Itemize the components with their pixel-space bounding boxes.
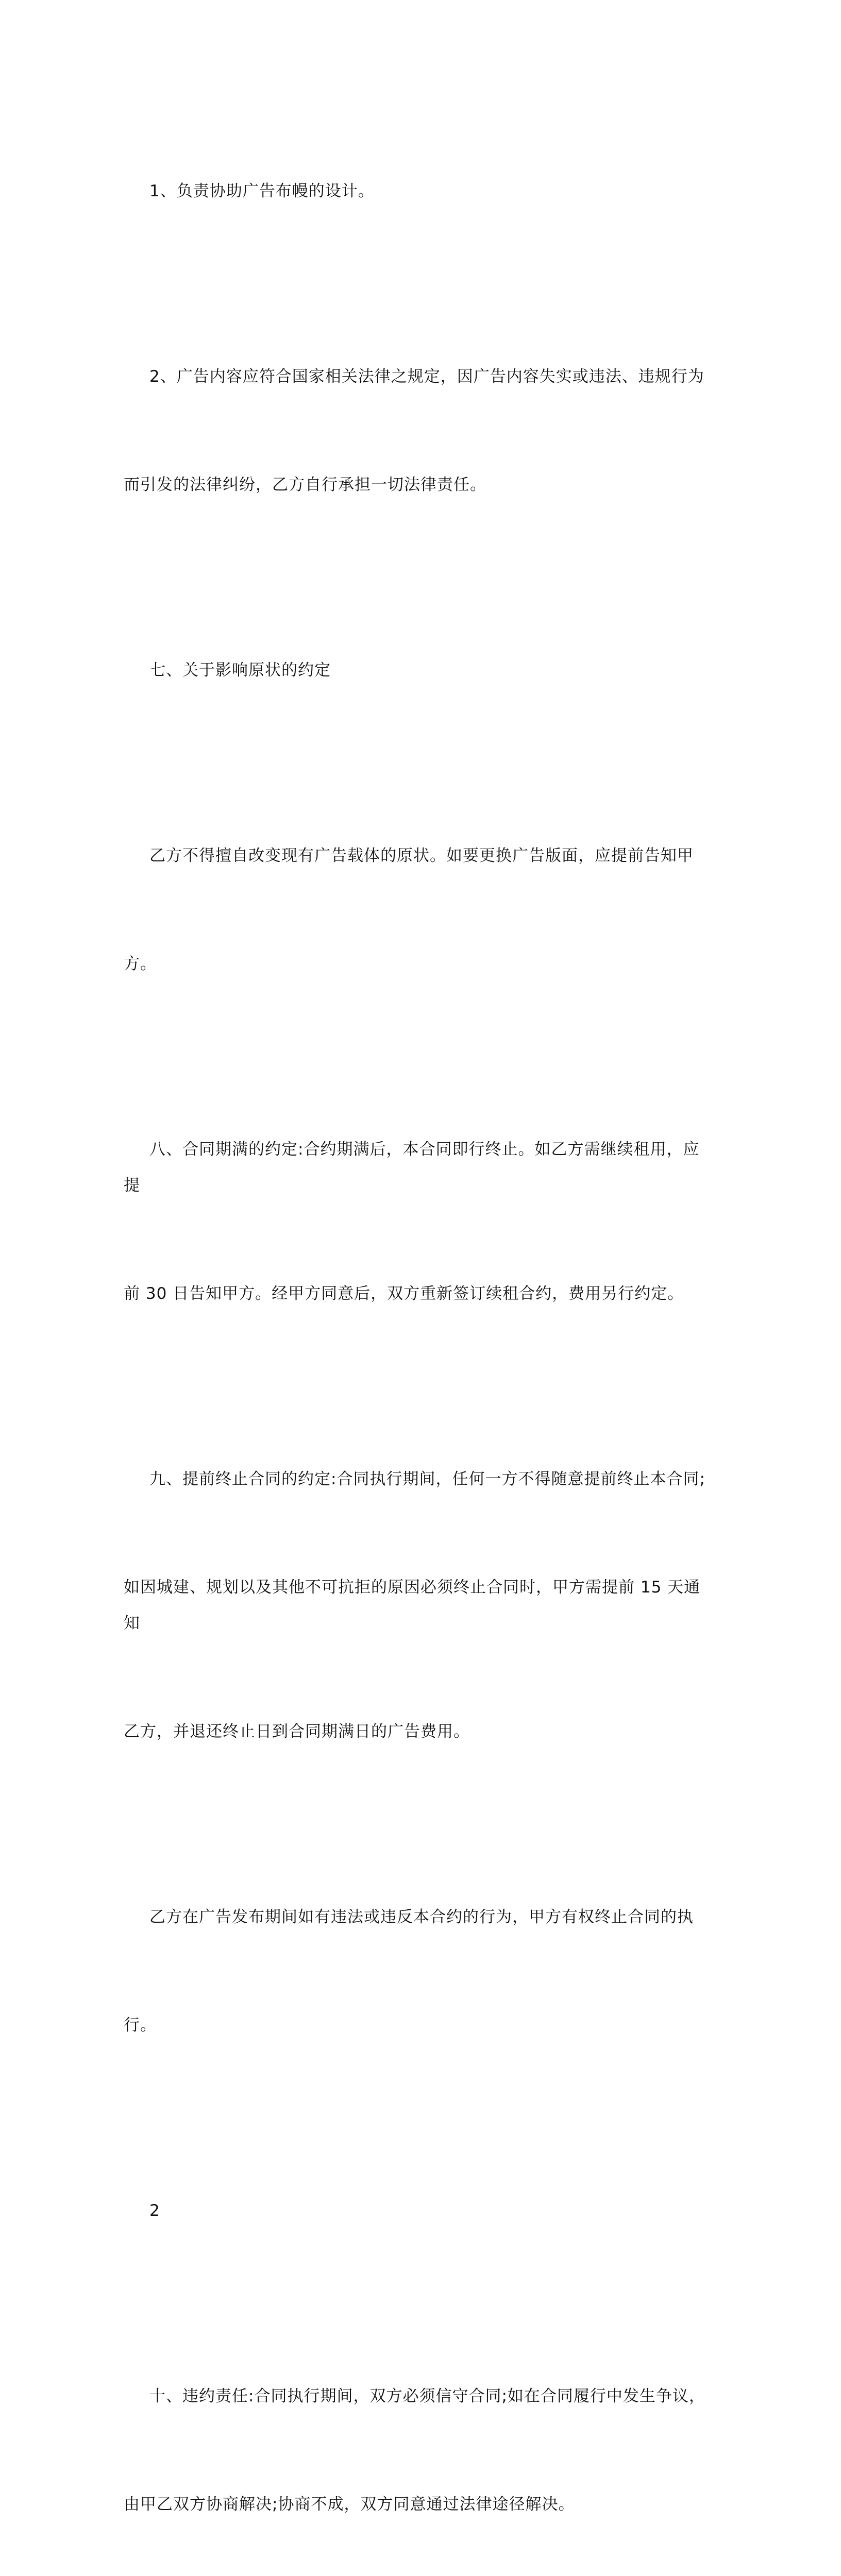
paragraph-violation-termination bbox=[124, 1827, 711, 2115]
paragraph-line: 前 30 日告知甲方。经甲方同意后，双方重新签订续租合约，费用另行约定。 bbox=[124, 1284, 684, 1303]
document-body bbox=[124, 101, 711, 2576]
paragraph-early-termination bbox=[124, 1389, 711, 1822]
paragraph-line: 十、违约责任:合同执行期间，双方必须信守合同;如在合同履行中发生争议， bbox=[149, 2387, 705, 2405]
paragraph-line: 七、关于影响原状的约定 bbox=[149, 661, 331, 680]
paragraph-line: 方。 bbox=[124, 955, 157, 973]
paragraph-contract-expiry bbox=[124, 1059, 711, 1384]
paragraph-line: 乙方在广告发布期间如有违法或违反本合约的行为，甲方有权终止合同的执 bbox=[149, 1908, 694, 1926]
paragraph-line: 由甲乙双方协商解决;协商不成，双方同意通过法律途径解决。 bbox=[124, 2495, 575, 2514]
paragraph-liability bbox=[124, 2306, 711, 2576]
paragraph-line: 1、负责协助广告布幔的设计。 bbox=[149, 182, 375, 200]
paragraph-line: 如因城建、规划以及其他不可抗拒的原因必须终止合同时，甲方需提前 15 天通知 bbox=[124, 1578, 701, 1633]
page-number bbox=[124, 2121, 711, 2301]
paragraph-line: 而引发的法律纠纷，乙方自行承担一切法律责任。 bbox=[124, 476, 486, 494]
paragraph-line: 八、合同期满的约定:合约期满后，本合同即行终止。如乙方需继续租用，应提 bbox=[124, 1140, 700, 1195]
paragraph-line: 乙方不得擅自改变现有广告载体的原状。如要更换广告版面，应提前告知甲 bbox=[149, 846, 694, 865]
paragraph-line: 2、广告内容应符合国家相关法律之规定，因广告内容失实或违法、违规行为 bbox=[149, 367, 704, 386]
section-heading-seven bbox=[124, 580, 711, 760]
paragraph-line: 九、提前终止合同的约定:合同执行期间，任何一方不得随意提前终止本合同; bbox=[149, 1470, 705, 1488]
paragraph-line: 行。 bbox=[124, 2016, 157, 2035]
paragraph-2 bbox=[124, 286, 711, 575]
paragraph-original-state bbox=[124, 766, 711, 1054]
paragraph-1 bbox=[124, 101, 711, 281]
paragraph-line: 2 bbox=[149, 2201, 160, 2220]
paragraph-line: 乙方，并退还终止日到合同期满日的广告费用。 bbox=[124, 1722, 470, 1741]
